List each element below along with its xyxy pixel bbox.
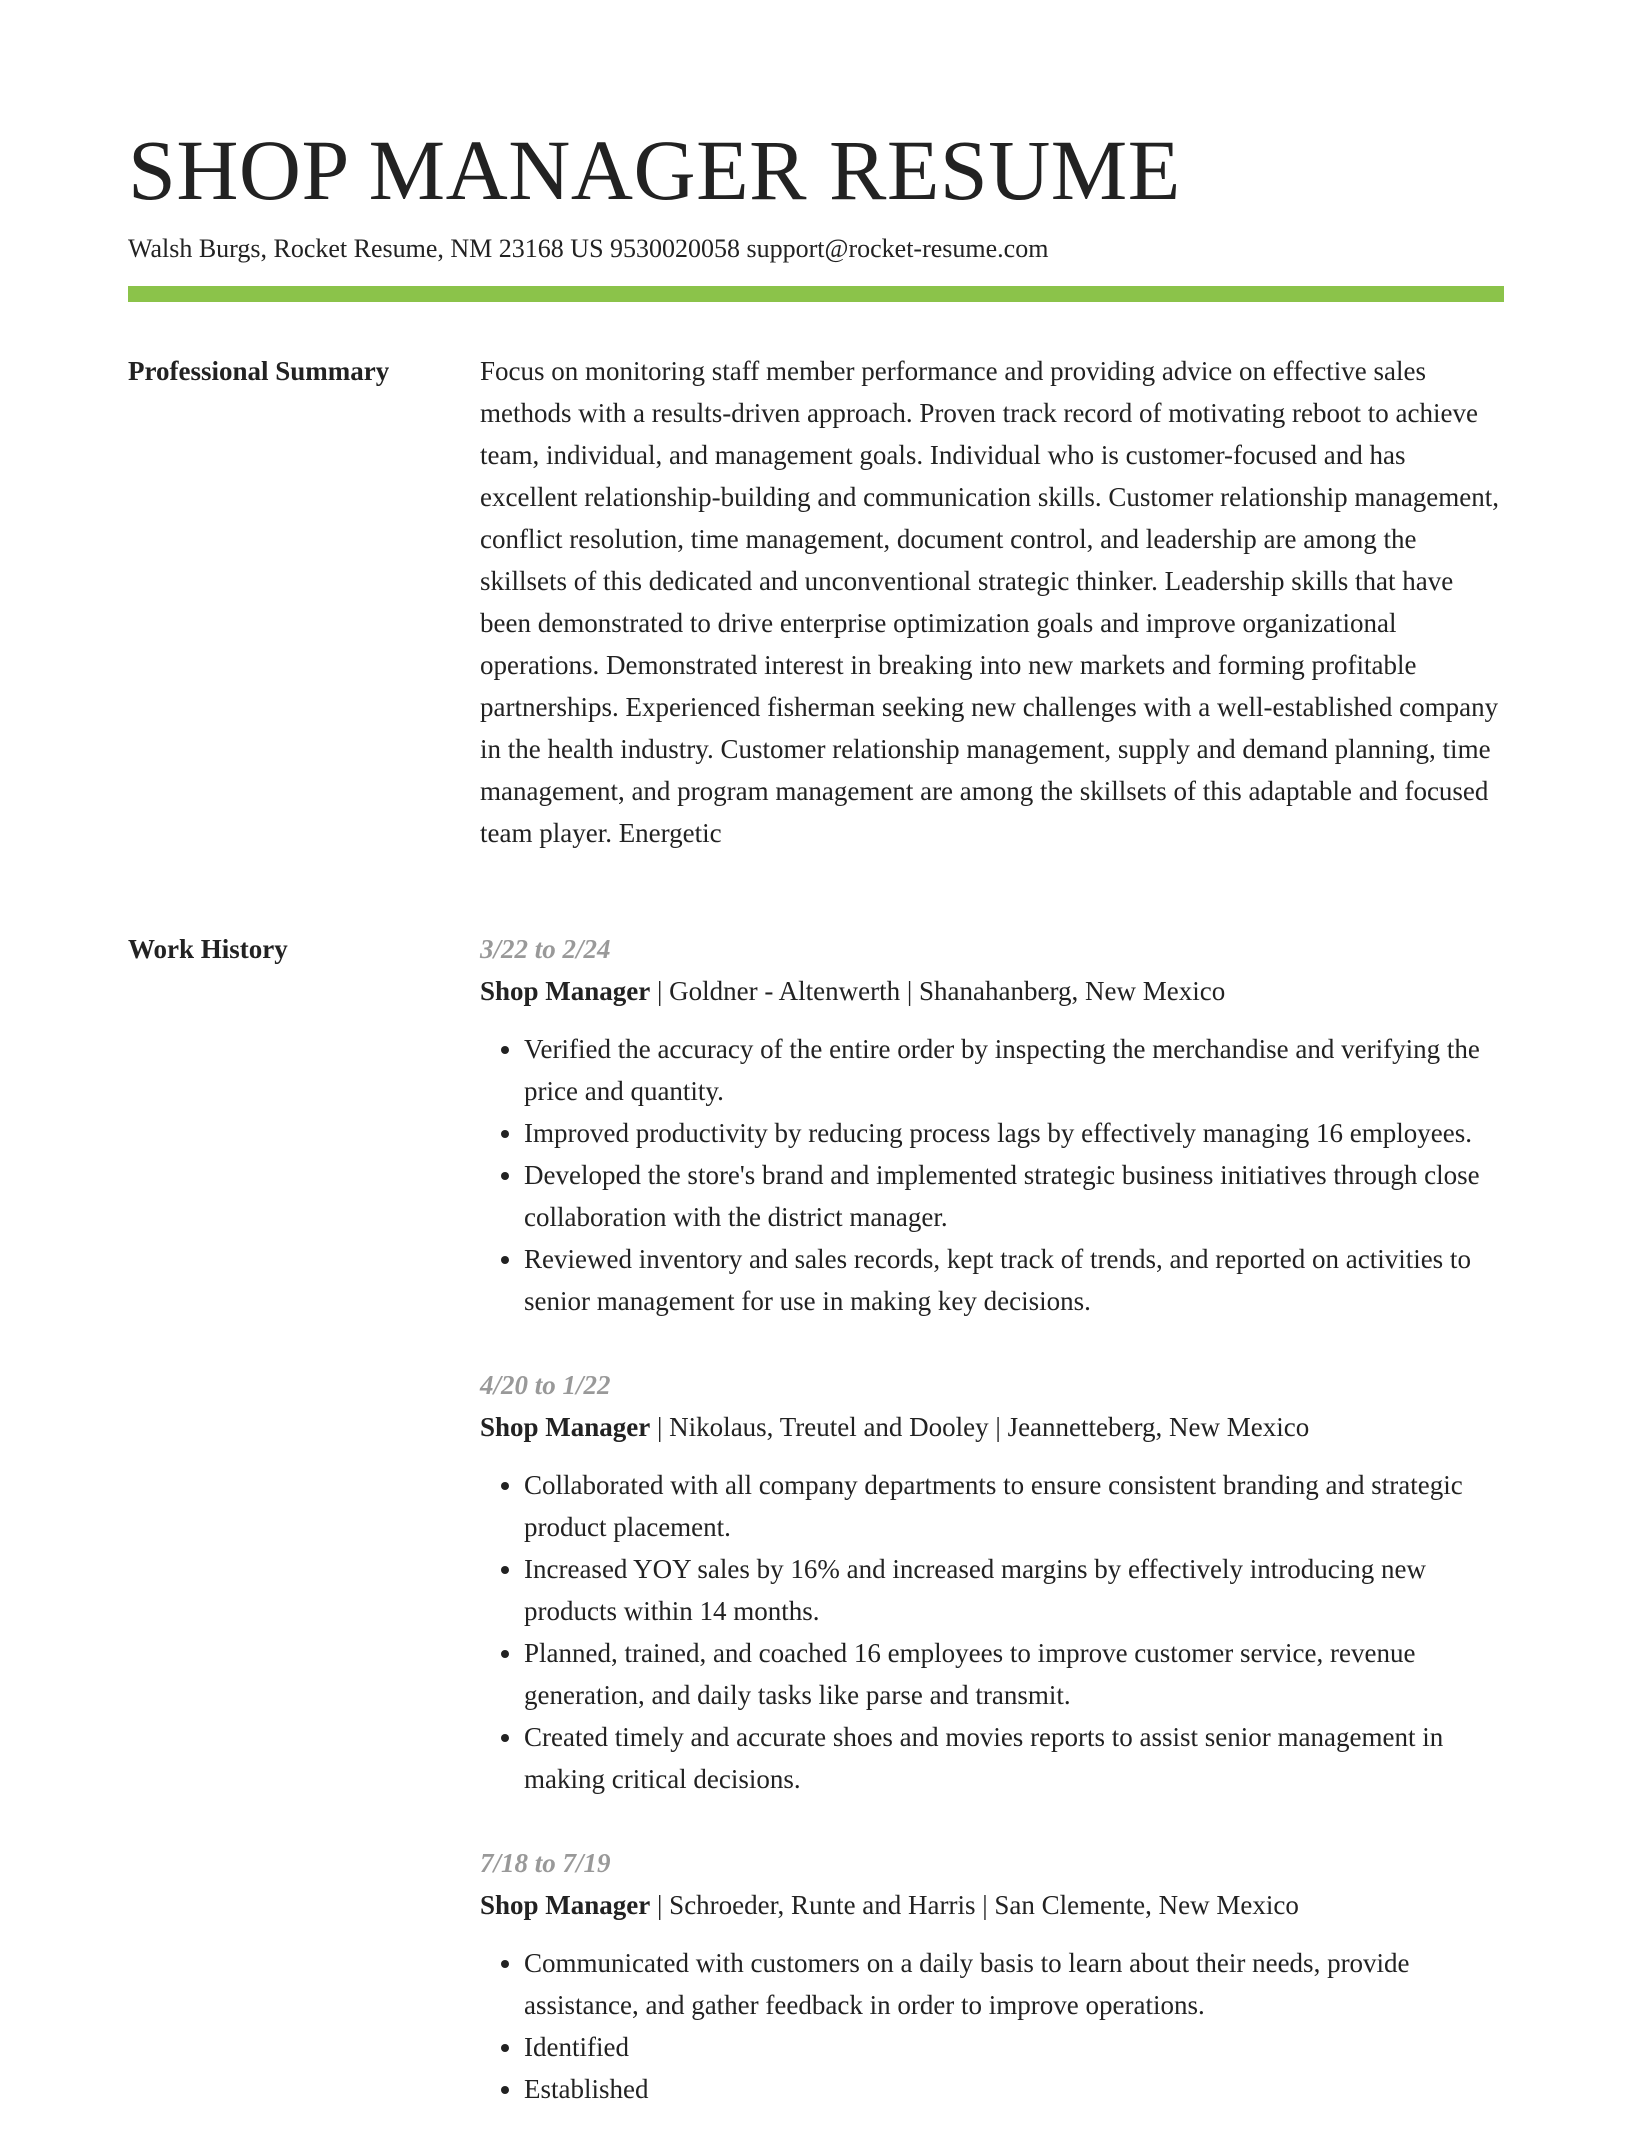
job-bullet-list — [480, 1942, 1504, 2110]
job-bullet: • Established — [524, 2068, 1504, 2110]
job-heading — [480, 970, 1504, 1012]
job-dates: 3/22 to 2/24 — [480, 934, 611, 964]
job-heading — [480, 1884, 1504, 1926]
accent-divider — [128, 286, 1504, 302]
job-dates: 7/18 to 7/19 — [480, 1848, 611, 1878]
job-employer-location: | Goldner - Altenwerth | Shanahanberg, New Mexico — [650, 976, 1226, 1006]
professional-summary-body — [480, 350, 1504, 854]
job-title: Shop Manager — [480, 976, 651, 1006]
job-bullet: • Improved productivity by reducing process lags by effectively managing 16 employees. — [524, 1112, 1504, 1154]
resume-title: SHOP MANAGER RESUME — [128, 122, 1181, 218]
work-history-body — [480, 928, 1504, 2152]
job-entry — [480, 928, 1504, 1322]
job-bullet: • Increased YOY sales by 16% and increased margins by effectively introducing new products within 14 months. — [524, 1548, 1504, 1632]
job-bullet: • Created timely and accurate shoes and movies reports to assist senior management in making critical decisions. — [524, 1716, 1504, 1800]
job-bullet: • Verified the accuracy of the entire order by inspecting the merchandise and verifying the price and quantity. — [524, 1028, 1504, 1112]
job-employer-location: | Nikolaus, Treutel and Dooley | Jeannetteberg, New Mexico — [650, 1412, 1310, 1442]
job-bullet: • Collaborated with all company departments to ensure consistent branding and strategic product placement. — [524, 1464, 1504, 1548]
professional-summary-heading: Professional Summary — [128, 356, 390, 386]
job-entry — [480, 1842, 1504, 2110]
job-bullet: • Reviewed inventory and sales records, kept track of trends, and reported on activities to senior management for use in making key decisions. — [524, 1238, 1504, 1322]
job-bullet: • Identified — [524, 2026, 1504, 2068]
job-bullet: • Planned, trained, and coached 16 employees to improve customer service, revenue generation, and daily tasks like parse and transmit. — [524, 1632, 1504, 1716]
job-entry — [480, 1364, 1504, 1800]
job-dates: 4/20 to 1/22 — [480, 1370, 611, 1400]
job-heading — [480, 1406, 1504, 1448]
job-title: Shop Manager — [480, 1890, 651, 1920]
job-bullet: • Communicated with customers on a daily basis to learn about their needs, provide assistance, and gather feedback in order to improve operations. — [524, 1942, 1504, 2026]
contact-line: Walsh Burgs, Rocket Resume, NM 23168 US 9530020058 support@rocket-resume.com — [128, 234, 1049, 263]
work-history-heading: Work History — [128, 934, 288, 964]
job-employer-location: | Schroeder, Runte and Harris | San Clemente, New Mexico — [650, 1890, 1299, 1920]
job-title: Shop Manager — [480, 1412, 651, 1442]
professional-summary-text: Focus on monitoring staff member performance and providing advice on effective sales methods with a results-driven approach. Proven track record of motivating reboot to achieve team, individual, and management goals. Individual who is customer-focused and has excellent relationship-building and communication skills. Customer relationship management, conflict resolution, time management, document control, and leadership are among the skillsets of this dedicated and unconventional strategic thinker. Leadership skills that have been demonstrated to drive enterprise optimization goals and improve organizational operations. Demonstrated interest in breaking into new markets and forming profitable partnerships. Experienced fisherman seeking new challenges with a well-established company in the health industry. Customer relationship management, supply and demand planning, time management, and program management are among the skillsets of this adaptable and focused team player. Energetic — [480, 356, 1500, 848]
job-bullet-list — [480, 1028, 1504, 1322]
job-bullet: • Developed the store's brand and implemented strategic business initiatives through close collaboration with the district manager. — [524, 1154, 1504, 1238]
job-bullet-list — [480, 1464, 1504, 1800]
